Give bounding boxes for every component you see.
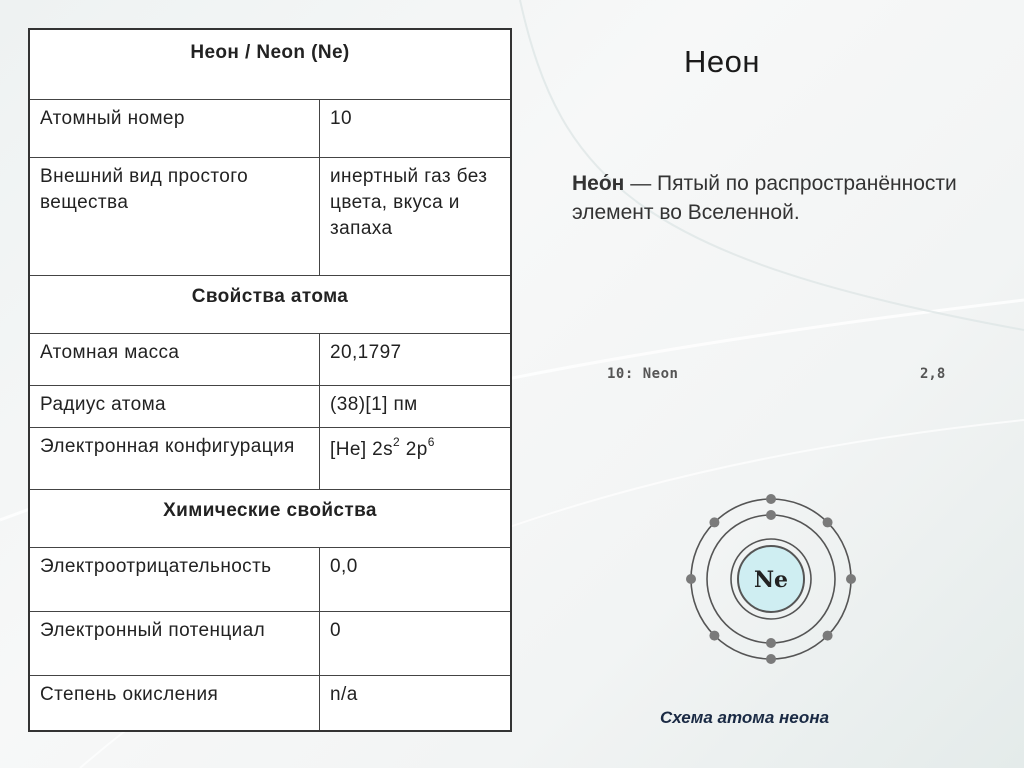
- row-label-atomic-radius: Радиус атома: [29, 385, 320, 427]
- row-value-atomic-number: 10: [320, 99, 511, 157]
- electron: [823, 517, 833, 527]
- table-header: Неон / Neon (Ne): [29, 29, 511, 99]
- row-value-appearance: инертный газ без цвета, вкуса и запаха: [320, 157, 511, 275]
- electron: [766, 510, 776, 520]
- table-row: [29, 427, 511, 489]
- table-row: [29, 157, 511, 275]
- nucleus-label: Ne: [753, 567, 789, 593]
- row-value-electron-config: [320, 427, 511, 489]
- atom-diagram-caption: Схема атома неона: [660, 708, 830, 727]
- element-properties-table: [28, 28, 512, 732]
- atom-diagram: [678, 486, 864, 672]
- table-row: [29, 547, 511, 611]
- description-term: Нео́н: [572, 172, 625, 195]
- section-title-atom: Свойства атома: [29, 275, 511, 333]
- row-value-atomic-radius: (38)[1] пм: [320, 385, 511, 427]
- electron: [823, 631, 833, 641]
- config-sup-1: 2: [393, 434, 401, 449]
- section-title-chem: Химические свойства: [29, 489, 511, 547]
- table-header-row: [29, 29, 511, 99]
- electron: [686, 574, 696, 584]
- row-label-appearance: Внешний вид простого вещества: [29, 157, 320, 275]
- electron: [709, 631, 719, 641]
- electron: [846, 574, 856, 584]
- slide-title: Неон: [684, 44, 760, 79]
- row-label-electronegativity: Электроотрицательность: [29, 547, 320, 611]
- row-label-atomic-number: Атомный номер: [29, 99, 320, 157]
- section-row-atom: [29, 275, 511, 333]
- table-row: [29, 99, 511, 157]
- table-row: [29, 675, 511, 731]
- table-row: [29, 611, 511, 675]
- table-row: [29, 385, 511, 427]
- row-label-atomic-mass: Атомная масса: [29, 333, 320, 385]
- config-base: [He] 2s: [330, 438, 394, 460]
- electron: [766, 494, 776, 504]
- config-sup-2: 6: [427, 434, 435, 449]
- row-label-oxidation-state: Степень окисления: [29, 675, 320, 731]
- row-label-electron-potential: Электронный потенциал: [29, 611, 320, 675]
- element-description: [572, 170, 992, 227]
- row-value-oxidation-state: n/a: [320, 675, 511, 731]
- electron: [709, 517, 719, 527]
- config-mid: 2p: [400, 438, 428, 460]
- diagram-label-shells: 2,8: [920, 366, 946, 382]
- section-row-chem: [29, 489, 511, 547]
- row-value-atomic-mass: 20,1797: [320, 333, 511, 385]
- table-row: [29, 333, 511, 385]
- electron: [766, 654, 776, 664]
- row-value-electronegativity: 0,0: [320, 547, 511, 611]
- row-value-electron-potential: 0: [320, 611, 511, 675]
- row-label-electron-config: Электронная конфигурация: [29, 427, 320, 489]
- description-text: — Пятый по распространённости элемент во Вселенной.: [572, 172, 957, 224]
- diagram-label-element: 10: Neon: [607, 366, 679, 382]
- electron: [766, 638, 776, 648]
